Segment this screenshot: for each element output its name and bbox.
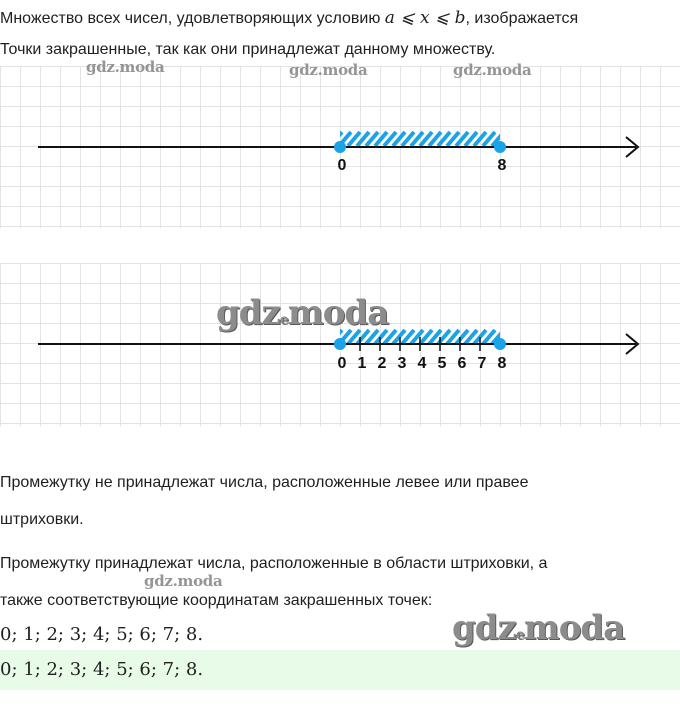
intro-text-after: , изображается xyxy=(465,10,579,27)
tick-labels xyxy=(338,355,507,372)
endpoint-label-right: 8 xyxy=(497,157,507,174)
intro-line-1 xyxy=(0,8,578,29)
answer-block xyxy=(0,650,680,690)
number-list: 0; 1; 2; 3; 4; 5; 6; 7; 8. xyxy=(0,624,204,645)
number-line-figure-2 xyxy=(0,263,680,426)
endpoint-left xyxy=(334,141,346,153)
watermark-part: moda xyxy=(287,293,389,333)
watermark-large xyxy=(216,293,388,333)
endpoint-left xyxy=(334,338,346,350)
watermark: gdz.moda xyxy=(144,572,223,590)
hatch-stroke xyxy=(510,132,522,146)
number-line-svg-2 xyxy=(0,263,680,426)
watermark-part: gdz xyxy=(452,608,516,648)
endpoint-label-left: 0 xyxy=(337,157,347,174)
watermark-dot: e xyxy=(515,627,524,643)
number-line-svg-1 xyxy=(0,66,680,228)
paragraph-1-line-2: штриховки. xyxy=(0,511,84,528)
tick-label: 6 xyxy=(457,355,467,372)
hatch-stroke xyxy=(519,132,531,146)
watermark: gdz.moda xyxy=(453,61,532,79)
hatch-stroke xyxy=(519,330,531,344)
paragraph-1-line-1: Промежутку не принадлежат числа, расположенные левее или правее xyxy=(0,474,529,491)
tick-label: 4 xyxy=(417,355,427,372)
tick-label: 7 xyxy=(477,355,487,372)
intro-inequality: a ⩽ x ⩽ b xyxy=(384,8,466,28)
watermark: gdz.moda xyxy=(289,61,368,79)
answer-numbers: 0; 1; 2; 3; 4; 5; 6; 7; 8. xyxy=(0,659,204,680)
intro-line-2: Точки закрашенные, так как они принадлежат данному множеству. xyxy=(0,41,496,58)
watermark-part: moda xyxy=(523,608,625,648)
watermark-large xyxy=(452,608,624,648)
tick-label: 5 xyxy=(437,355,447,372)
tick-label: 0 xyxy=(337,355,347,372)
tick-label: 8 xyxy=(497,355,507,372)
number-line-figure-1 xyxy=(0,58,680,228)
watermark-dot: e xyxy=(279,312,288,328)
intro-text-before: Множество всех чисел, удовлетворяющих условию xyxy=(0,10,385,27)
paragraph-2-line-1: Промежутку принадлежат числа, расположенные в области штриховки, а xyxy=(0,555,548,572)
paragraph-2-line-2: также соответствующие координатам закрашенных точек: xyxy=(0,592,433,609)
tick-label: 1 xyxy=(357,355,367,372)
endpoint-right xyxy=(494,338,506,350)
tick-label: 3 xyxy=(397,355,407,372)
tick-label: 2 xyxy=(377,355,387,372)
watermark: gdz.moda xyxy=(86,58,165,76)
endpoint-right xyxy=(494,141,506,153)
watermark-part: gdz xyxy=(216,293,280,333)
hatch-stroke xyxy=(510,330,522,344)
